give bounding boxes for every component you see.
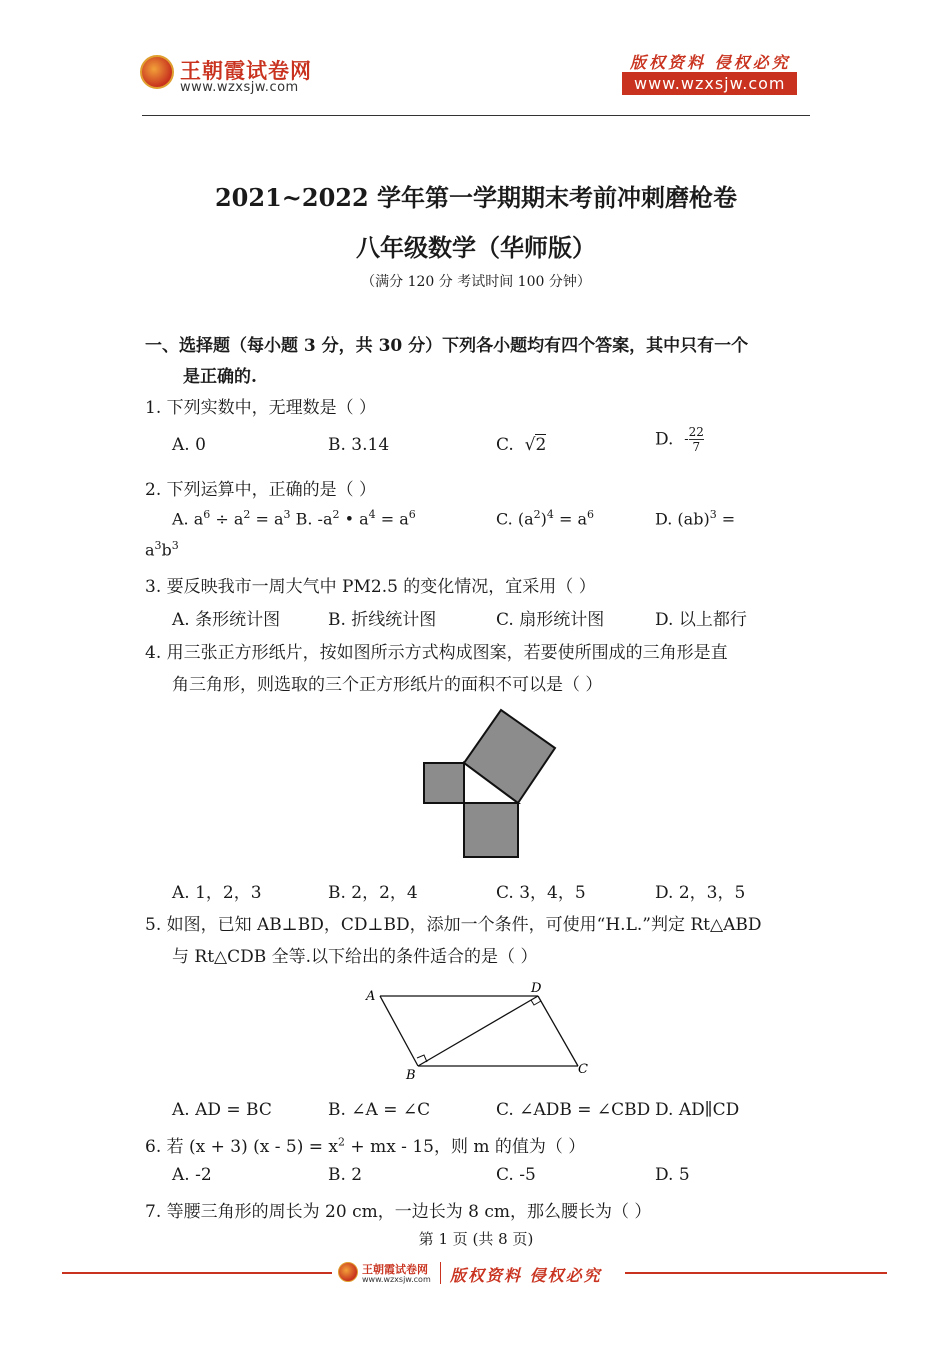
q3-option-a: A. 条形统计图 <box>172 610 281 630</box>
q4-option-c: C. 3，4，5 <box>496 883 586 903</box>
logo-badge-icon <box>140 55 174 89</box>
q5-stem-cont: 与 Rt△CDB 全等.以下给出的条件适合的是（ ） <box>172 947 538 967</box>
q3-option-c: C. 扇形统计图 <box>496 610 605 630</box>
q6-option-c: C. -5 <box>496 1165 536 1185</box>
footer-brand: 王朝霞试卷网 <box>362 1263 428 1276</box>
q5-option-d: D. AD∥CD <box>655 1100 740 1120</box>
q1-option-a: A. 0 <box>172 435 206 455</box>
header-site-url: www.wzxsjw.com <box>622 72 797 95</box>
q6-option-a: A. -2 <box>172 1165 212 1185</box>
exam-title: 2021~2022 学年第一学期期末考前冲刺磨枪卷 <box>214 183 738 212</box>
section-heading: 一、选择题（每小题 3 分，共 30 分）下列各小题均有四个答案，其中只有一个 <box>145 336 749 356</box>
footer-logo-icon <box>338 1262 358 1282</box>
q1-stem: 1. 下列实数中，无理数是（ ） <box>145 398 377 418</box>
q4-stem: 4. 用三张正方形纸片，按如图所示方式构成图案，若要使所围成的三角形是直 <box>145 643 728 663</box>
footer-slogan: 版权资料 侵权必究 <box>450 1266 602 1285</box>
square-bottom <box>464 803 518 857</box>
q5-option-b: B. ∠A = ∠C <box>328 1100 431 1120</box>
brand-name: 王朝霞试卷网 <box>180 59 312 83</box>
segment-AB <box>380 996 418 1066</box>
label-D: D <box>531 981 542 996</box>
sqrt-symbol-icon: √ <box>524 435 536 455</box>
q4-squares-figure <box>415 700 565 865</box>
q4-option-b: B. 2，2，4 <box>328 883 418 903</box>
label-C: C <box>578 1062 588 1077</box>
q3-stem: 3. 要反映我市一周大气中 PM2.5 的变化情况，宜采用（ ） <box>145 577 596 597</box>
q6-option-d: D. 5 <box>655 1165 690 1185</box>
q2-stem: 2. 下列运算中，正确的是（ ） <box>145 480 377 500</box>
footer-line-left <box>62 1272 332 1274</box>
q1-option-d: D. - $\frac{22}{7}$ <box>655 425 704 454</box>
q3-option-b: B. 折线统计图 <box>328 610 437 630</box>
footer-line-right <box>625 1272 887 1274</box>
header-slogan: 版权资料 侵权必究 <box>630 53 791 72</box>
q3-option-d: D. 以上都行 <box>655 610 747 630</box>
segment-BD <box>418 996 538 1066</box>
q6-stem: 6. 若 (x + 3) $(x - 5) = x^2$ + mx - 15，则 m 的值为（ ） <box>145 1135 586 1157</box>
q1-option-c: C. √2 <box>496 435 547 455</box>
label-B: B <box>406 1068 416 1083</box>
right-angle-mark-D <box>531 1000 541 1005</box>
exam-info: （满分 120 分 考试时间 100 分钟） <box>361 274 591 290</box>
q7-stem: 7. 等腰三角形的周长为 20 cm，一边长为 8 cm，那么腰长为（ ） <box>145 1202 652 1222</box>
q4-option-a: A. 1，2，3 <box>172 883 262 903</box>
q6-option-b: B. 2 <box>328 1165 363 1185</box>
q5-option-c: C. ∠ADB = ∠CBD <box>496 1100 651 1120</box>
section-heading-cont: 是正确的. <box>183 367 257 387</box>
header-divider <box>142 115 810 116</box>
q2-option-d: D. (ab)$^3$ = <box>655 508 736 529</box>
segment-DC <box>538 996 578 1066</box>
q5-stem: 5. 如图，已知 AB⊥BD，CD⊥BD，添加一个条件，可使用“H.L.”判定 Rt△ABD <box>145 915 762 935</box>
q5-option-a: A. AD = BC <box>172 1100 272 1120</box>
footer-url: www.wzxsjw.com <box>362 1275 431 1284</box>
brand-url: www.wzxsjw.com <box>180 80 299 95</box>
page-number: 第 1 页 (共 8 页) <box>418 1230 534 1248</box>
q4-stem-cont: 角三角形，则选取的三个正方形纸片的面积不可以是（ ） <box>172 675 603 695</box>
q4-option-d: D. 2，3，5 <box>655 883 746 903</box>
footer-separator <box>440 1262 441 1284</box>
q5-parallelogram-figure <box>360 978 600 1086</box>
q1-option-b: B. 3.14 <box>328 435 390 455</box>
q2-options: A. $a^6 \div a^2 = a^3$ B. $-a^2$ • $a^4 = a^6$ <box>172 508 416 529</box>
exam-subtitle: 八年级数学（华师版） <box>356 233 596 262</box>
q2-option-d-wrap: $a^3b^3$ <box>145 539 179 560</box>
small-square-left <box>424 763 464 803</box>
q2-option-c: C. $(a^2)^4 = a^6$ <box>496 508 594 529</box>
label-A: A <box>366 989 376 1004</box>
